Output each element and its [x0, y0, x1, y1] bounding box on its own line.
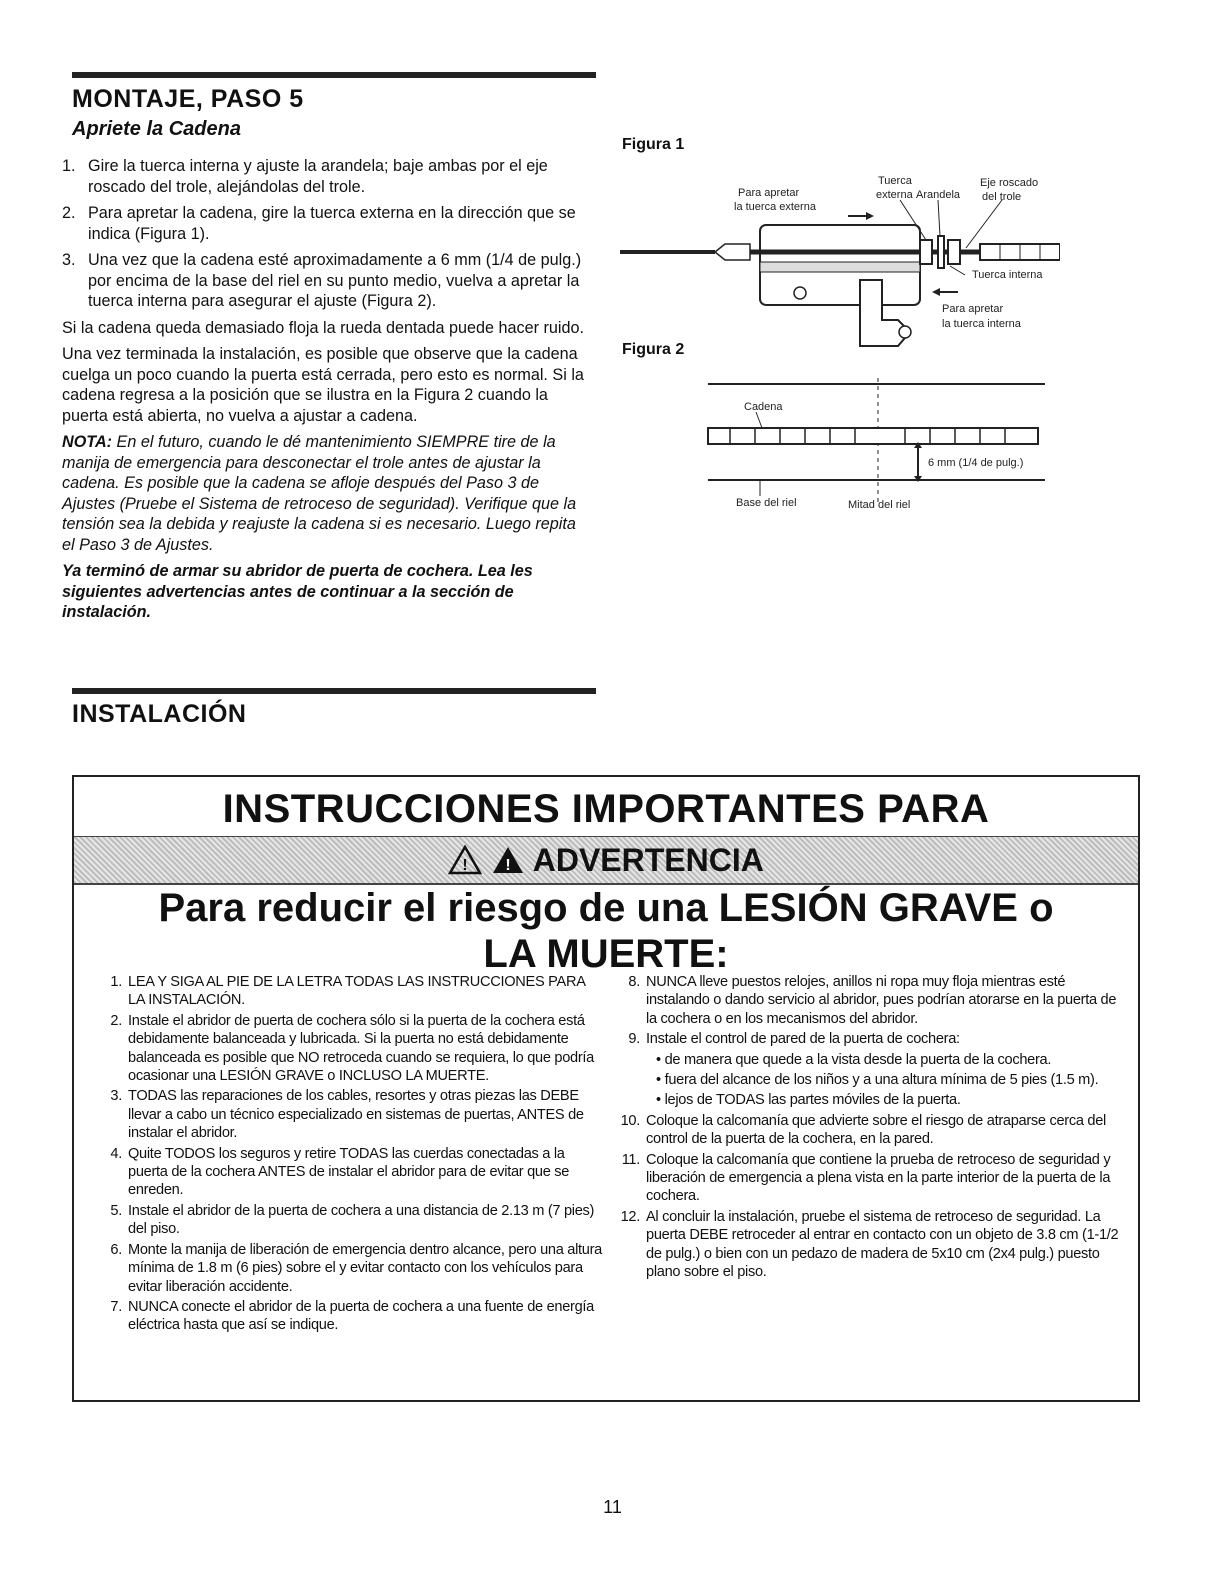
list-item: • de manera que quede a la vista desde la puerta de la cochera.: [656, 1051, 1052, 1068]
warning-triangle-filled-icon: [491, 845, 525, 875]
list-item: 2. Instale el abridor de puerta de cochera sólo si la puerta de la cochera está debidamente balanceada y lubricada. Si la puerta no está debidamente balanceada es posible que NO retroceda cuando se requiera, lo que podría ocasionar una LESIÓN GRAVE o INCLUSO LA MUERTE.: [110, 1012, 595, 1085]
warning-list-right: [614, 973, 1122, 1284]
callout-eje-2: del trole: [982, 191, 1022, 203]
figure-1-label: Figura 1: [622, 136, 685, 153]
callout-base-riel: Base del riel: [736, 497, 797, 509]
callout-eje-1: Eje roscado: [980, 177, 1039, 189]
warning-triangle-icon: [448, 845, 482, 875]
callout-para-apretar-ext-1: Para apretar: [738, 187, 800, 199]
warning-box-title: INSTRUCCIONES IMPORTANTES PARA: [222, 787, 990, 831]
note-text: En el futuro, cuando le dé mantenimiento SIEMPRE tire de la manija de emergencia para desconectar el trole antes de ajustar la cadena. Es posible que la cadena se afloje después del Paso 3 de Ajustes (Pruebe el Sistema de retroceso de seguridad). Verifique que la tensión sea la debida y reajuste la cadena si es necesario. Luego repita el Paso 3 de Ajustes.: [62, 433, 577, 554]
callout-para-apretar-int-2: la tuerca interna: [942, 318, 1021, 330]
section-title-instalacion: INSTALACIÓN: [72, 700, 247, 728]
warning-headline: [74, 885, 1138, 977]
svg-text:!: !: [505, 857, 511, 874]
section-rule-top: [72, 72, 596, 78]
warning-headline-line-1: Para reducir el riesgo de una LESIÓN GRAVE o: [158, 886, 1054, 930]
callout-tuerca-interna: Tuerca interna: [972, 269, 1043, 281]
final-note: Ya terminó de armar su abridor de puerta de cochera. Lea les siguientes advertencias antes de continuar a la sección de instalación.: [62, 562, 533, 621]
step-text: Una vez que la cadena esté aproximadamente a 6 mm (1/4 de pulg.) por encima de la base del riel en su punto medio, vuelva a apretar la tuerca interna para asegurar el ajuste (Figura 2).: [88, 251, 582, 310]
callout-cadena: Cadena: [744, 401, 783, 413]
step-number: 1.: [62, 157, 76, 175]
list-item: 12. Al concluir la instalación, pruebe el sistema de retroceso de seguridad. La puerta DEBE retroceder al entrar en contacto con un objeto de 3.8 cm (1-1/2 de pulg.) o bien con un pedazo de madera de 5x10 cm (2x4 pulg.) puesto plano sobre el piso.: [620, 1208, 1119, 1281]
section-rule-instalacion: [72, 688, 596, 694]
section-subtitle: Apriete la Cadena: [72, 118, 241, 140]
list-item: 4. Quite TODOS los seguros y retire TODAS las cuerdas conectadas a la puerta de la cochera ANTES de instalar el abridor para de evitar que se enreden.: [110, 1145, 570, 1199]
page-number: 11: [603, 1497, 622, 1517]
warning-headline-line-2: LA MUERTE:: [483, 932, 729, 976]
svg-text:!: !: [462, 857, 468, 874]
list-item: 9. Instale el control de pared de la puerta de cochera:: [628, 1031, 960, 1048]
callout-para-apretar-ext-2: la tuerca externa: [734, 201, 816, 213]
paragraph-noise: Si la cadena queda demasiado floja la rueda dentada puede hacer ruido.: [62, 318, 584, 337]
callout-tuerca-2: externa: [876, 189, 913, 201]
list-item: 10. Coloque la calcomanía que advierte sobre el riesgo de atraparse cerca del control de la puerta de la cochera, en la pared.: [620, 1112, 1106, 1148]
warning-list-left: [96, 973, 604, 1337]
list-item: 8. NUNCA lleve puestos relojes, anillos ni ropa muy floja mientras esté instalando o dando servicio al abridor, pues podrían atorarse en la puerta de la cochera o en los mecanismos del abridor.: [628, 974, 1117, 1027]
step-number: 2.: [62, 204, 76, 222]
note-paragraph: [62, 432, 592, 555]
list-item: 5. Instale el abridor de la puerta de cochera a una distancia de 2.13 m (7 pies) del piso.: [110, 1202, 595, 1238]
list-item: 11. Coloque la calcomanía que contiene la prueba de retroceso de seguridad y liberación de emergencia a plena vista en la parte interior de la puerta de la cochera.: [621, 1151, 1111, 1205]
step-number: 3.: [62, 251, 76, 269]
callout-tuerca-1: Tuerca: [878, 175, 912, 187]
figure-2-label: Figura 2: [622, 341, 685, 358]
callout-mitad-riel: Mitad del riel: [848, 499, 911, 511]
list-item: 6. Monte la manija de liberación de emergencia dentro alcance, pero una altura mínima de 1.8 m (6 pies) sobre el y evitar contacto con los vehículos para evitar liberación accidente.: [110, 1241, 602, 1295]
list-item: • fuera del alcance de los niños y a una altura mínima de 5 pies (1.5 m).: [656, 1072, 1099, 1089]
list-item: 3. TODAS las reparaciones de los cables, resortes y otras piezas las DEBE llevar a cabo un técnico especializado en sistemas de puertas, ANTES de instalar el abridor.: [110, 1088, 584, 1142]
list-item: 7. NUNCA conecte el abridor de la puerta de cochera a una fuente de energía eléctrica hasta que así se indique.: [110, 1298, 594, 1334]
montaje-body: [62, 156, 592, 629]
paragraph-sag: Una vez terminada la instalación, es posible que observe que la cadena cuelga un poco cuando la puerta está cerrada, pero esto es normal. Si la cadena regresa a la posición que se ilustra en la Figura 2 cuando la puerta está abierta, no vuelva a ajustar a cadena.: [62, 345, 584, 425]
callout-medida: 6 mm (1/4 de pulg.): [928, 457, 1024, 469]
warning-band: [74, 836, 1138, 885]
note-label: NOTA:: [62, 433, 113, 451]
list-item: 1. LEA Y SIGA AL PIE DE LA LETRA TODAS LAS INSTRUCCIONES PARA LA INSTALACIÓN.: [110, 974, 585, 1009]
step-text: Para apretar la cadena, gire la tuerca externa en la dirección que se indica (Figura 1).: [88, 204, 576, 243]
figure-1-diagram: [620, 170, 1060, 355]
callout-arandela: Arandela: [916, 189, 961, 201]
warning-label: ADVERTENCIA: [532, 842, 764, 878]
warning-box: [72, 775, 1140, 1402]
section-title-montaje: MONTAJE, PASO 5: [72, 85, 304, 113]
step-text: Gire la tuerca interna y ajuste la arandela; baje ambas por el eje roscado del trole, alejándolas del trole.: [88, 157, 548, 196]
callout-para-apretar-int-1: Para apretar: [942, 303, 1004, 315]
figure-2-diagram: [700, 376, 1045, 516]
list-item: • lejos de TODAS las partes móviles de la puerta.: [656, 1092, 961, 1109]
